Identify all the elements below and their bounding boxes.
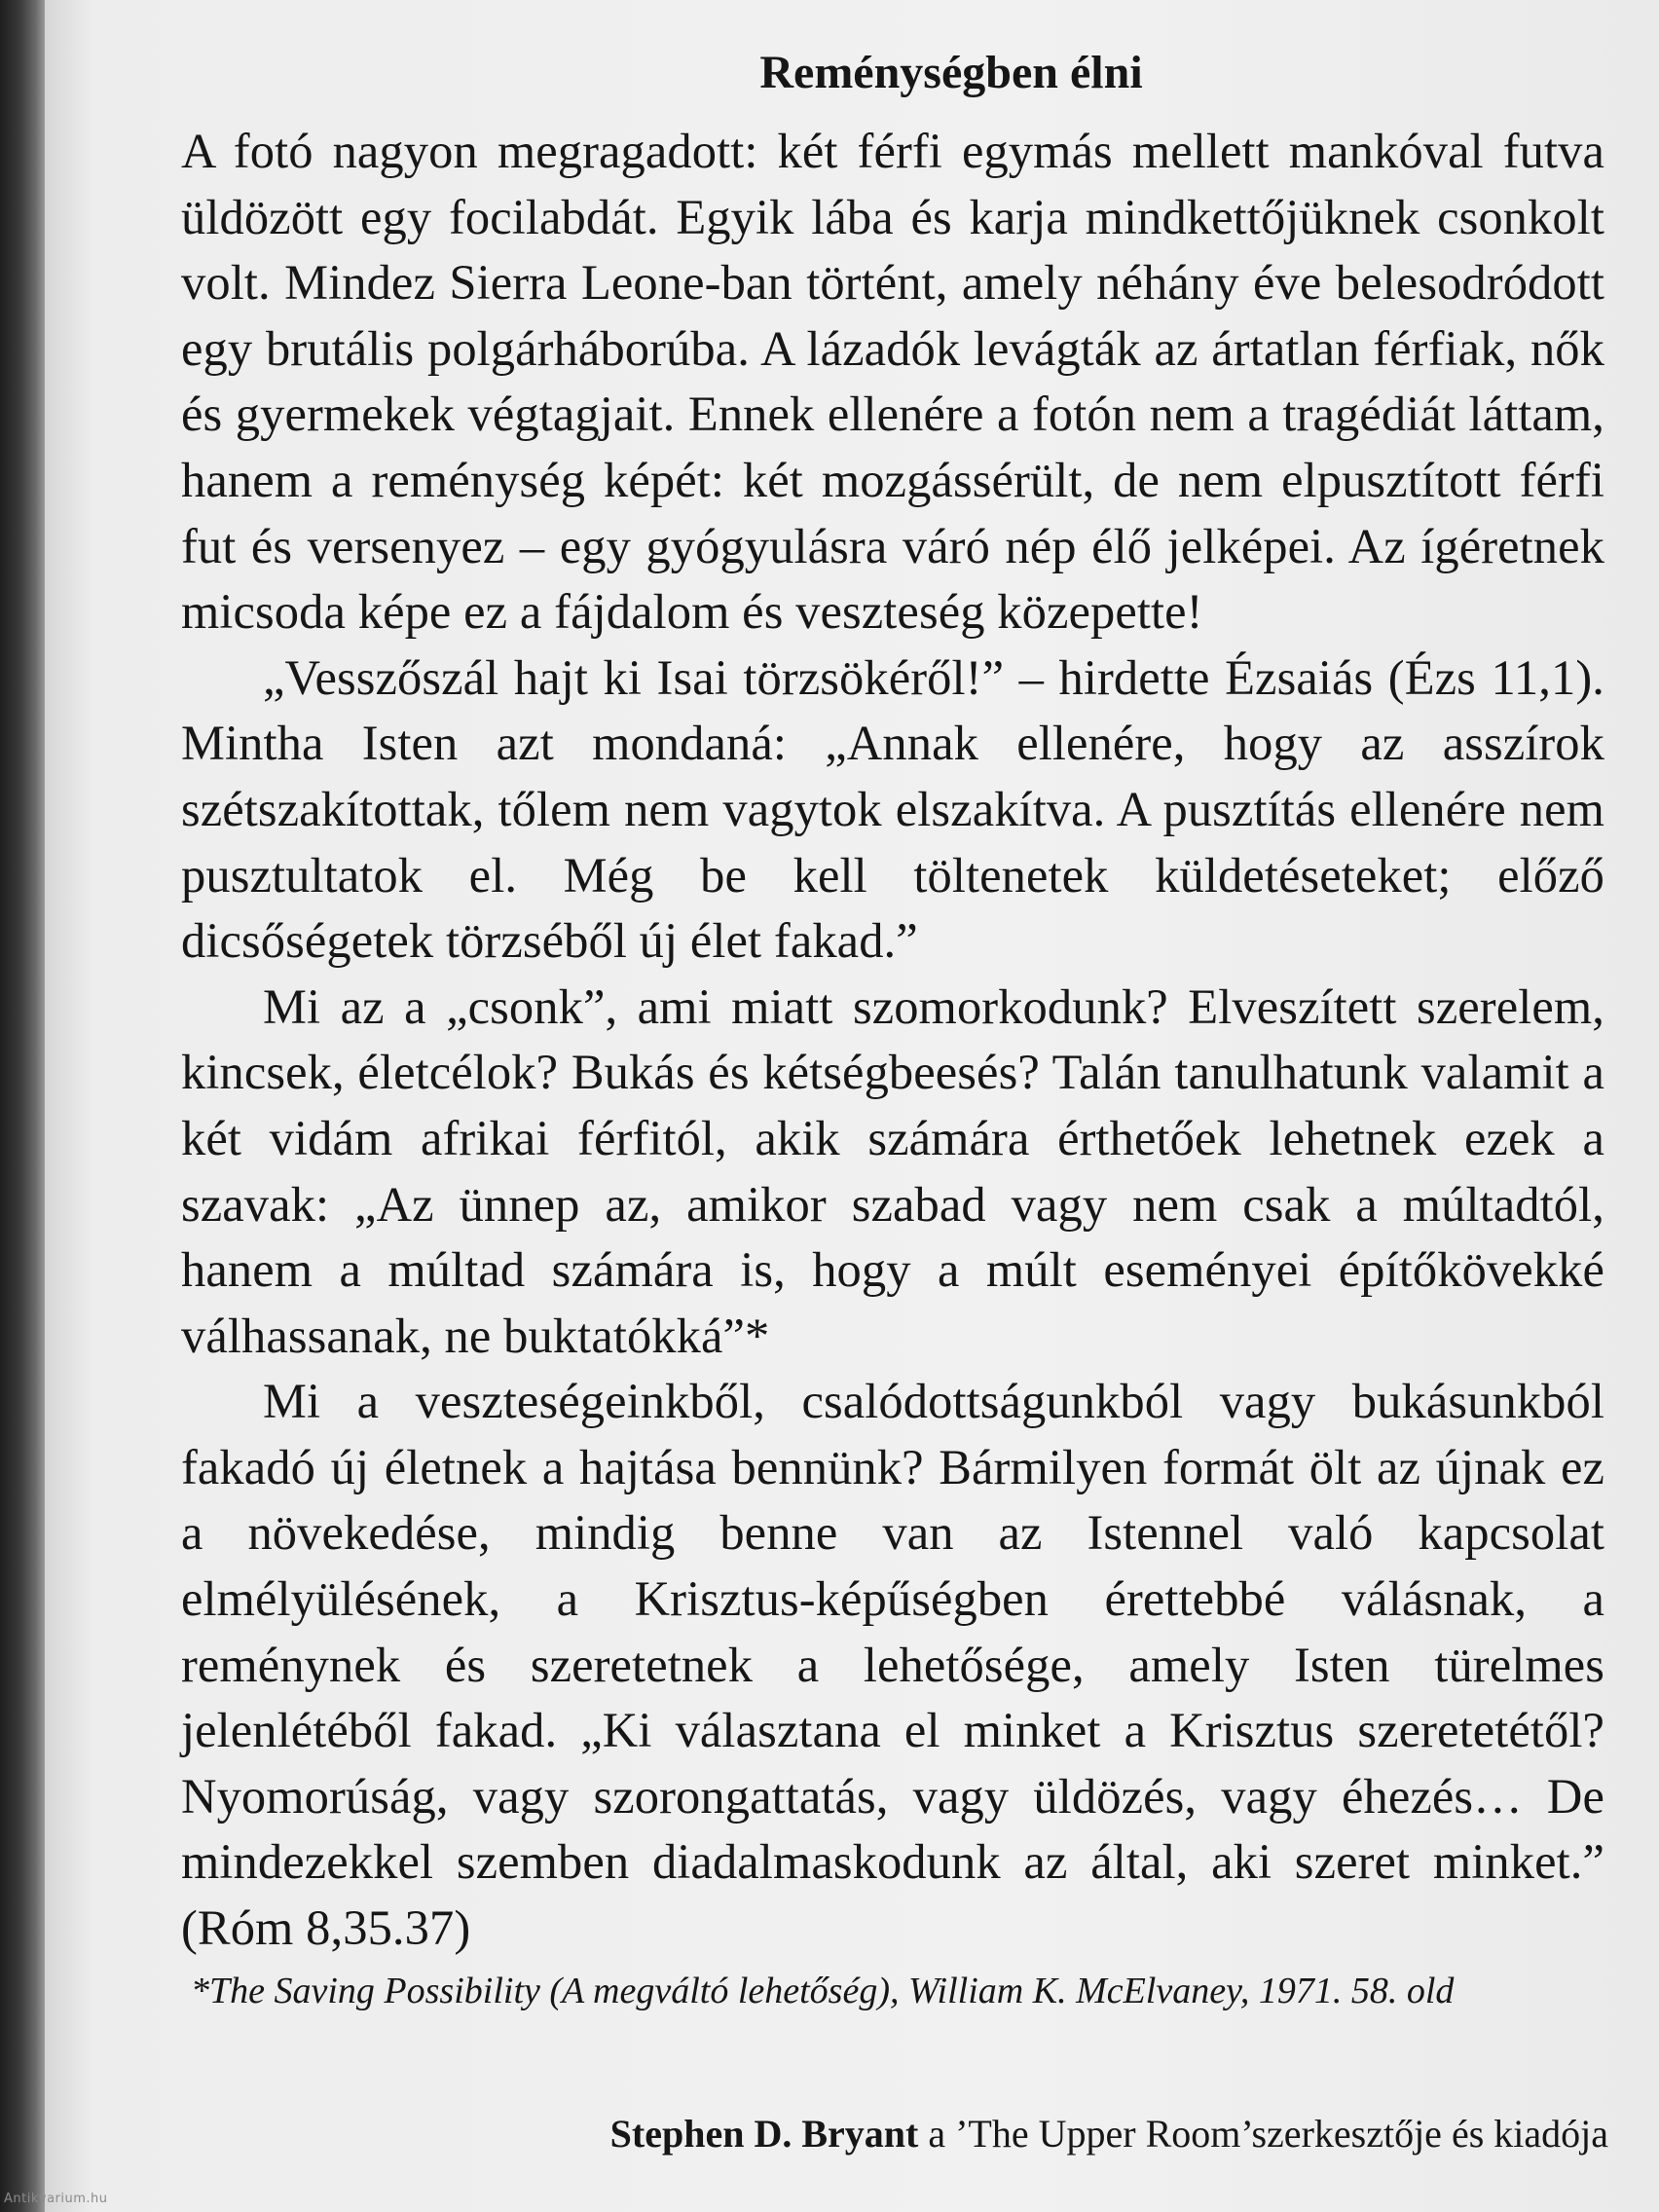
author-signature	[610, 2107, 1608, 2161]
paragraph-3: Mi az a „csonk”, ami miatt szomorkodunk? Elveszített szerelem, kincsek, életcélok? Bukás és kétségbeesés? Talán tanulhatunk valamit a két vidám afrikai férfitól, akik számára érthetőek lehetnek ezek a szavak: „Az ünnep az, amikor szabad vagy nem csak a múltadtól, hanem a múltad számára is, hogy a múlt eseményei építőkövekké válhassanak, ne buktatókká”*	[181, 978, 1604, 1363]
author-name: Stephen D. Bryant	[609, 2112, 919, 2156]
page-title: Reménységben élni	[759, 47, 1143, 98]
watermark: Antikvarium.hu	[4, 2192, 108, 2206]
footnote: *The Saving Possibility (A megváltó lehetőség), William K. McElvaney, 1971. 58. old	[191, 1970, 1455, 2011]
book-spine	[0, 0, 45, 2212]
author-role: a ’The Upper Room’szerkesztője és kiadója	[918, 2112, 1608, 2156]
paragraph-2: „Vesszőszál hajt ki Isai törzsökéről!” – hirdette Ézsaiás (Ézs 11,1). Mintha Isten azt mondaná: „Annak ellenére, hogy az asszírok szétszakítottak, tőlem nem vagytok elszakítva. A pusztítás ellenére nem pusztultatok el. Még be kell töltenetek küldetéseteket; előző dicsőségetek törzséből új élet fakad.”	[181, 649, 1604, 969]
page-content	[181, 39, 1604, 2016]
paragraph-4: Mi a veszteségeinkből, csalódottságunkból vagy bukásunkból fakadó új életnek a hajtása bennünk? Bármilyen formát ölt az újnak ez a növekedése, mindig benne van az Istennel való kapcsolat elmélyülésének, a Krisztus-képűségben érettebbé válásnak, a reménynek és szeretetnek a lehetősége, amely Isten türelmes jelenlétéből fakad. „Ki választana el minket a Krisztus szeretetétől? Nyomorúság, vagy szorongattatás, vagy üldözés, vagy éhezés… De mindezekkel szemben diadalmaskodunk az által, aki szeret minket.” (Róm 8,35.37)	[181, 1374, 1604, 1956]
book-page	[45, 0, 1659, 2212]
paragraph-1: A fotó nagyon megragadott: két férfi egymás mellett mankóval futva üldözött egy focilabdát. Egyik lába és karja mindkettőjüknek csonkolt volt. Mindez Sierra Leone-ban történt, amely néhány éve belesodródott egy brutális polgárháborúba. A lázadók levágták az ártatlan férfiak, nők és gyermekek végtagjait. Ennek ellenére a fotón nem a tragédiát láttam, hanem a reménység képét: két mozgássérült, de nem elpusztított férfi fut és versenyez – egy gyógyulásra váró nép élő jelképei. Az ígéretnek micsoda képe ez a fájdalom és veszteség közepette!	[181, 124, 1604, 640]
